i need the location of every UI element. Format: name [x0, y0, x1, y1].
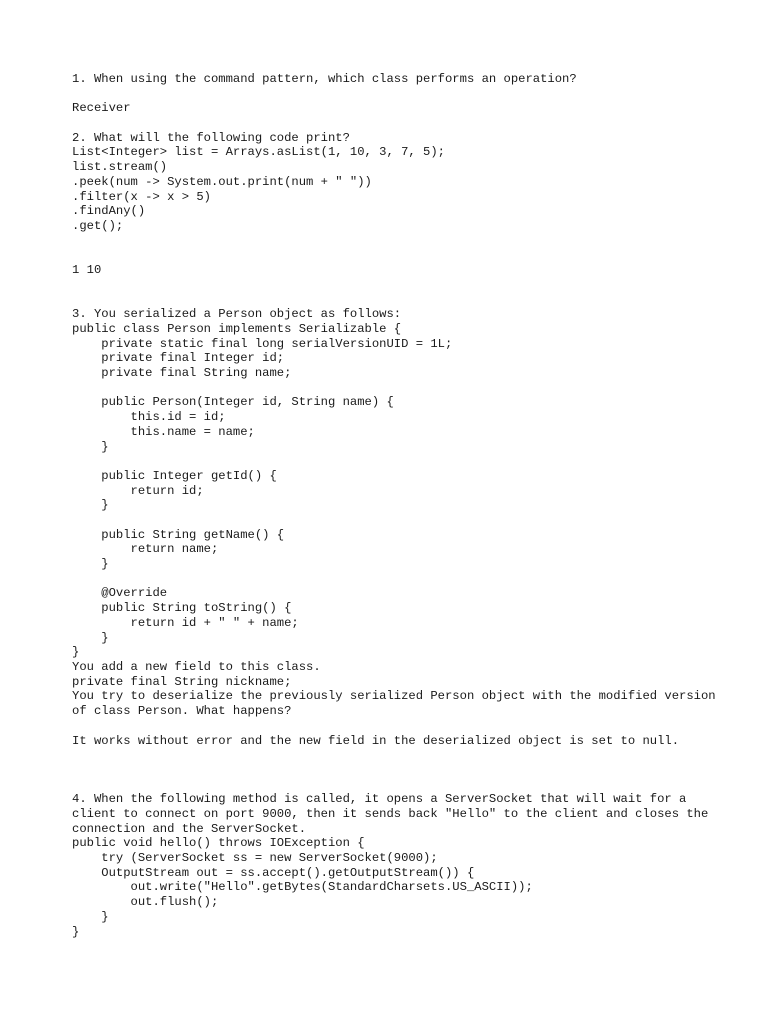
code-line: return id + " " + name;: [72, 615, 299, 630]
code-line-blank: [72, 381, 732, 396]
code-line: this.id = id;: [72, 410, 226, 425]
question-3-new-field: private final String nickname;: [72, 674, 292, 689]
code-line: private final Integer id;: [72, 351, 285, 366]
code-line: public Integer getId() {: [72, 468, 277, 483]
code-line: public String toString() {: [72, 601, 292, 616]
question-3-code: [72, 322, 732, 660]
question-2-code: [72, 145, 732, 233]
question-3-text: 3. You serialized a Person object as follows:: [72, 307, 402, 322]
code-line: public void hello() throws IOException {: [72, 836, 365, 851]
question-3-answer: It works without error and the new field in the deserialized object is set to null.: [72, 733, 680, 748]
question-4-code: [72, 836, 732, 939]
code-line: out.write("Hello".getBytes(StandardCharsets.US_ASCII));: [72, 880, 533, 895]
code-line: }: [72, 645, 80, 660]
code-line: public class Person implements Serializable {: [72, 321, 402, 336]
question-3-followup: You try to deserialize the previously serialized Person object with the modified version of class Person. What happens?: [72, 689, 723, 719]
question-1-answer: Receiver: [72, 101, 131, 116]
code-line: }: [72, 498, 109, 513]
code-line: public Person(Integer id, String name) {: [72, 395, 394, 410]
code-line: }: [72, 557, 109, 572]
question-2-answer: 1 10: [72, 263, 102, 278]
code-line-blank: [72, 513, 732, 528]
code-line-blank: [72, 572, 732, 587]
code-line: .peek(num -> System.out.print(num + " ")): [72, 174, 372, 189]
code-line: private static final long serialVersionUID = 1L;: [72, 336, 453, 351]
code-line: try (ServerSocket ss = new ServerSocket(9000);: [72, 851, 438, 866]
question-3-note: You add a new field to this class.: [72, 660, 321, 674]
code-line: return id;: [72, 483, 204, 498]
code-line: }: [72, 439, 109, 454]
code-line: this.name = name;: [72, 424, 255, 439]
code-line: }: [72, 630, 109, 645]
code-line: }: [72, 924, 80, 939]
code-line: List<Integer> list = Arrays.asList(1, 10, 3, 7, 5);: [72, 145, 445, 160]
code-line: .filter(x -> x > 5): [72, 189, 211, 204]
question-1-text: 1. When using the command pattern, which class performs an operation?: [72, 72, 577, 86]
code-line: OutputStream out = ss.accept().getOutputStream()) {: [72, 865, 475, 880]
document-page: [72, 72, 732, 939]
code-line: @Override: [72, 586, 168, 601]
code-line: public String getName() {: [72, 527, 285, 542]
code-line: .findAny(): [72, 204, 146, 219]
question-2-text: 2. What will the following code print?: [72, 130, 350, 145]
code-line: list.stream(): [72, 160, 168, 175]
code-line: private final String name;: [72, 366, 292, 380]
code-line: out.flush();: [72, 895, 219, 910]
code-line: }: [72, 909, 109, 924]
code-line: return name;: [72, 542, 219, 557]
code-line-blank: [72, 454, 732, 469]
question-4-text: 4. When the following method is called, it opens a ServerSocket that will wait for a client to connect on port 9000, then it sends back "Hello" to the client and closes the connection and the ServerSocket.: [72, 792, 716, 836]
code-line: .get();: [72, 219, 124, 233]
